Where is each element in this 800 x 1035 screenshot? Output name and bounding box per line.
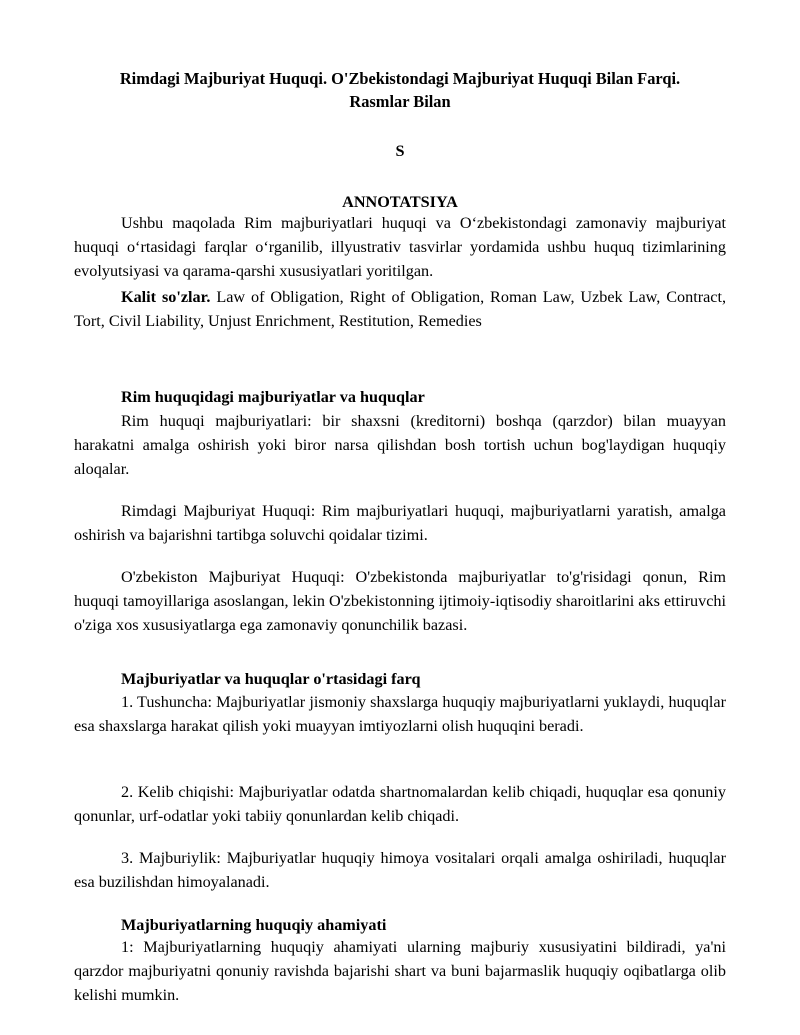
title-line-1: Rimdagi Majburiyat Huquqi. O'Zbekistondagi Majburiyat Huquqi Bilan Farqi. xyxy=(119,69,681,88)
annotation-paragraph: Ushbu maqolada Rim majburiyatlari huquqi va O‘zbekistondagi zamonaviy majburiyat huquqi o‘rtasidagi farqlar o‘rganilib, illyustrativ tasvirlar yordamida ushbu huquq tizimlarining evolyutsiyasi va qarama-qarshi xususiyatlari yoritilgan. xyxy=(74,214,726,280)
paragraph-origin: 2. Kelib chiqishi: Majburiyatlar odatda shartnomalardan kelib chiqadi, huquqlar esa qonuniy qonunlar, urf-odatlar yoki tabiiy qonunlardan kelib chiqadi. xyxy=(74,783,726,825)
paragraph-uzbek-obligation-law: O'zbekiston Majburiyat Huquqi: O'zbekistonda majburiyatlar to'g'risidagi qonun, Rim huquqi tamoyillariga asoslangan, lekin O'zbekistonning ijtimoiy-iqtisodiy sharoitlarini aks ettiruvchi o'ziga xos xususiyatlarga ega zamonaviy qonunchilik bazasi. xyxy=(74,568,726,634)
annotation-heading: ANNOTATSIYA xyxy=(342,193,458,211)
paragraph-roman-obligation-law: Rimdagi Majburiyat Huquqi: Rim majburiyatlari huquqi, majburiyatlarni yaratish, amalga oshirish va bajarishni tartibga soluvchi qoidalar tizimi. xyxy=(74,502,726,544)
paragraph-enforceability: 3. Majburiylik: Majburiyatlar huquqiy himoya vositalari orqali amalga oshiriladi, huquqlar esa buzilishdan himoyalanadi. xyxy=(74,849,726,891)
paragraph-concept: 1. Tushuncha: Majburiyatlar jismoniy shaxslarga huquqiy majburiyatlarni yuklaydi, huquqlar esa shaxslarga harakat qilish yoki muayyan imtiyozlarni olish huquqini beradi. xyxy=(74,693,726,735)
section-heading-obligations-rights: Rim huquqidagi majburiyatlar va huquqlar xyxy=(121,388,425,406)
author-initial: S xyxy=(395,142,405,160)
keywords-paragraph xyxy=(74,286,726,334)
paragraph-legal-significance: 1: Majburiyatlarning huquqiy ahamiyati ularning majburiy xususiyatini bildiradi, ya'ni qarzdor majburiyatni qonuniy ravishda bajarishi shart va buni bajarmaslik huquqiy oqibatlarga olib kelishi mumkin. xyxy=(74,938,726,1004)
section-heading-difference: Majburiyatlar va huquqlar o'rtasidagi farq xyxy=(121,670,421,688)
keywords-text: Law of Obligation, Right of Obligation, Roman Law, Uzbek Law, Contract, Tort, Civil Liability, Unjust Enrichment, Restitution, Remedies xyxy=(74,288,727,330)
document-title xyxy=(60,67,740,113)
section-heading-legal-significance: Majburiyatlarning huquqiy ahamiyati xyxy=(121,916,387,934)
title-line-2: Rasmlar Bilan xyxy=(349,92,451,111)
paragraph-roman-obligations: Rim huquqi majburiyatlari: bir shaxsni (kreditorni) boshqa (qarzdor) bilan muayyan harakatni amalga oshirish yoki biror narsa qilishdan bosh tortish uchun bog'laydigan huquqiy aloqalar. xyxy=(74,412,726,478)
keywords-label: Kalit so'zlar. xyxy=(121,288,211,306)
